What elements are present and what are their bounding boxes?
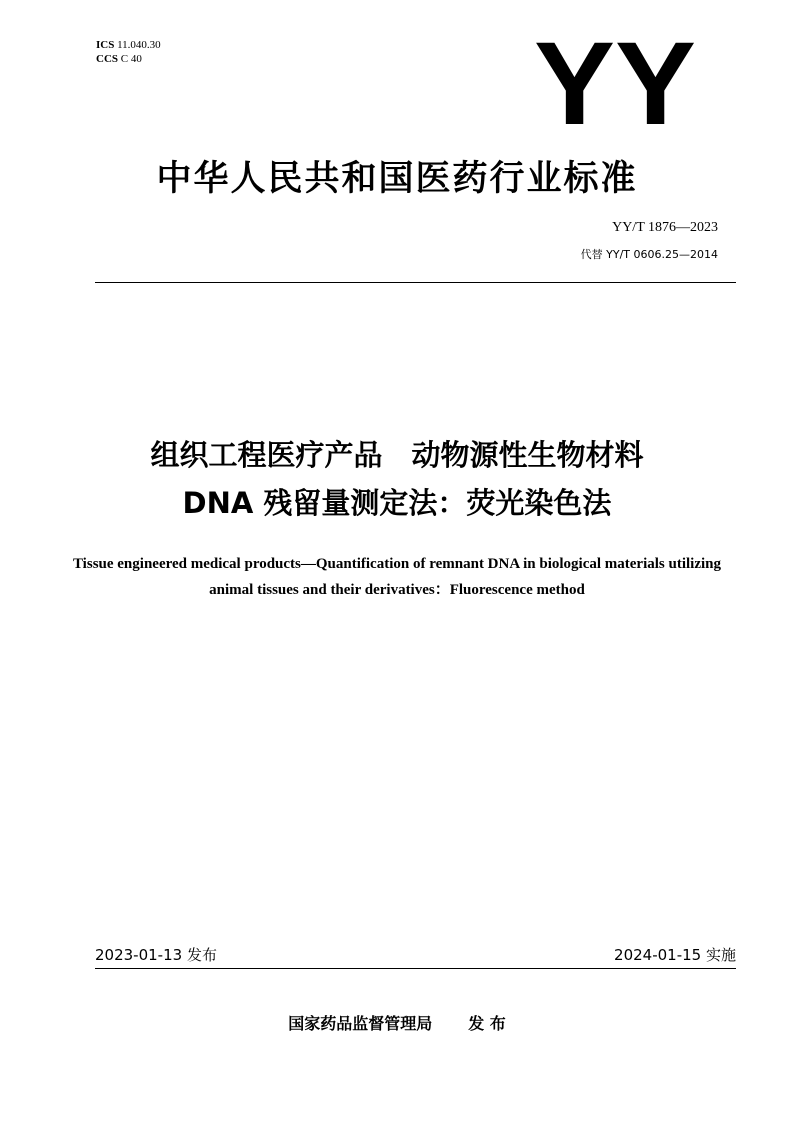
org-title: 中华人民共和国医药行业标准 xyxy=(156,159,638,199)
issue-date: 2023-01-13 发布 xyxy=(95,946,217,964)
ics-code: ICS 11.040.30 xyxy=(96,39,161,51)
header-divider xyxy=(95,282,736,283)
publisher xyxy=(0,1011,794,1034)
yy-logo xyxy=(530,32,700,132)
yy-logo-text: YY xyxy=(534,32,696,132)
standard-number: YY/T 1876—2023 xyxy=(612,220,718,235)
ccs-code: CCS C 40 xyxy=(96,53,142,65)
classification-codes xyxy=(96,38,161,66)
publisher-name: 国家药品监督管理局 xyxy=(288,1014,433,1033)
publisher-action: 发 布 xyxy=(468,1014,506,1033)
title-zh-line1: 组织工程医疗产品 动物源性生物材料 xyxy=(150,438,644,472)
replaces-standard: 代替 YY/T 0606.25—2014 xyxy=(580,248,718,261)
implementation-date: 2024-01-15 实施 xyxy=(614,946,736,964)
footer-divider xyxy=(95,968,736,969)
title-zh-line2: DNA 残留量测定法：荧光染色法 xyxy=(182,486,612,520)
title-en: Tissue engineered medical products—Quantification of remnant DNA in biological materials utilizing animal tissues and their derivatives：Fluorescence method xyxy=(72,556,722,598)
